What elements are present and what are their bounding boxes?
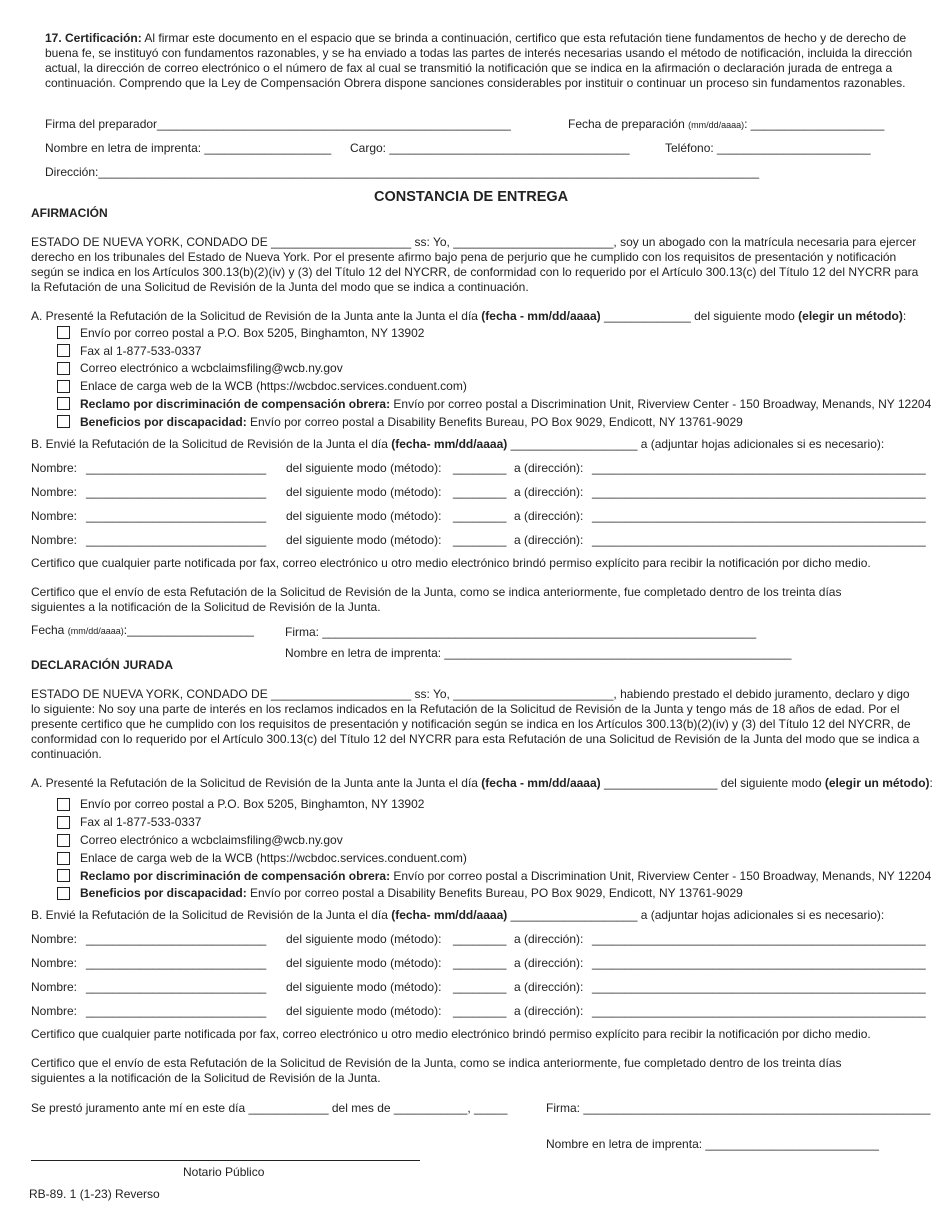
afirm-row-3-nombre-label: Nombre: [31, 509, 78, 523]
decl-method-fax-label: Fax al 1-877-533-0337 [80, 815, 202, 829]
notario-signature-line[interactable] [31, 1160, 420, 1161]
decl-row-4-nombre-field[interactable]: ___________________________ [86, 1004, 267, 1018]
afirm-row-1-nombre-label: Nombre: [31, 461, 78, 475]
afirm-row-3-dir-label: a (dirección): [514, 509, 584, 523]
decl-row-2-modo-field[interactable]: ________ [453, 956, 507, 970]
decl-method-fax-checkbox[interactable] [57, 816, 70, 829]
afirmacion-fecha-field[interactable]: Fecha (mm/dd/aaaa):___________________ [31, 623, 254, 637]
decl-row-1-modo-label: del siguiente modo (método): [286, 932, 442, 946]
decl-row-1-nombre-label: Nombre: [31, 932, 78, 946]
afirmacion-firma-field[interactable]: Firma: _________________________________________________________________ [285, 625, 757, 639]
decl-method-mail-checkbox[interactable] [57, 798, 70, 811]
declaracion-cert1: Certifico que cualquier parte notificada por fax, correo electrónico u otro medio electrónico brindó permiso explícito para recibir la notificación por dicho medio. [31, 1027, 871, 1041]
nombre-imprenta-field[interactable]: Nombre en letra de imprenta: ___________________ [45, 141, 332, 155]
decl-row-4-dir-field[interactable]: __________________________________________________ [592, 1004, 926, 1018]
decl-row-4-dir-label: a (dirección): [514, 1004, 584, 1018]
afirm-method-fax-label: Fax al 1-877-533-0337 [80, 344, 202, 358]
fecha-preparacion-line: : ____________________ [744, 117, 885, 131]
afirm-row-3-dir-field[interactable]: __________________________________________________ [592, 509, 926, 523]
afirm-row-3-nombre-field[interactable]: ___________________________ [86, 509, 267, 523]
afirm-method-mail-label: Envío por correo postal a P.O. Box 5205, Binghamton, NY 13902 [80, 326, 425, 340]
declaracion-estado-paragraph: ESTADO DE NUEVA YORK, CONDADO DE _____________________ ss: Yo, ________________________, habiendo prestado el debido juramento, declaro y digo lo siguiente: No soy una parte de interés en los reclamos indicados en la Refutación de la Solicitud de Revisión de la Junta y tengo más de 18 años de edad. Por el presente certifico que he cumplido con los requisitos de presentación y notificación según se indica en los Artículos 300.13(b)(2)(iv) y (3) del Título 12 del NYCRR, de conformidad con lo requerido por el Artículo 300.13(c) del Título 12 del NYCRR para esta Refutación de una Solicitud de Revisión de la Junta del modo que se indica a continuación. [31, 687, 920, 761]
certificacion-text: Al firmar este documento en el espacio que se brinda a continuación, certifico que esta refutación tiene fundamentos de hecho y de derecho de buena fe, se instituyó con fundamentos razonables, y se ha enviado a todas las partes de interés necesarias usando el método de notificación, incluida la dirección actual, la dirección de correo electrónico o el número de fax al cual se transmitió la notificación que se indica en la afirmación o declaración jurada de entrega a continuación. Comprendo que la Ley de Compensación Obrera dispone sanciones considerables por instituir o continuar un proceso sin fundamentos razonables. [45, 31, 913, 90]
form-footer: RB-89. 1 (1-23) Reverso [29, 1187, 160, 1201]
afirm-method-discrimination-checkbox[interactable] [57, 397, 70, 410]
declaracion-a-line: A. Presenté la Refutación de la Solicitud de Revisión de la Junta ante la Junta el día (fecha - mm/dd/aaaa) _________________ del siguiente modo (elegir un método): [31, 776, 933, 790]
afirm-row-1-modo-label: del siguiente modo (método): [286, 461, 442, 475]
afirm-row-2-nombre-label: Nombre: [31, 485, 78, 499]
afirm-row-2-modo-field[interactable]: ________ [453, 485, 507, 499]
afirm-method-mail-checkbox[interactable] [57, 326, 70, 339]
afirm-row-4-nombre-field[interactable]: ___________________________ [86, 533, 267, 547]
afirm-row-4-modo-label: del siguiente modo (método): [286, 533, 442, 547]
afirmacion-cert2: Certifico que el envío de esta Refutación de la Solicitud de Revisión de la Junta, como se indica anteriormente, fue completado dentro de los treinta días siguientes a la notificación de la Solicitud de Revisión de la Junta. [31, 585, 842, 614]
afirm-row-1-dir-field[interactable]: __________________________________________________ [592, 461, 926, 475]
afirm-method-web-label: Enlace de carga web de la WCB (https://wcbdoc.services.conduent.com) [80, 379, 467, 393]
juramento-field[interactable]: Se prestó juramento ante mí en este día ____________ del mes de ___________, _____ [31, 1101, 508, 1115]
declaracion-firma-field[interactable]: Firma: ____________________________________________________ [546, 1101, 931, 1115]
afirm-method-email-checkbox[interactable] [57, 362, 70, 375]
afirm-method-web-checkbox[interactable] [57, 380, 70, 393]
declaracion-heading: DECLARACIÓN JURADA [31, 658, 174, 672]
telefono-field[interactable]: Teléfono: _______________________ [665, 141, 871, 155]
afirm-row-2-dir-field[interactable]: __________________________________________________ [592, 485, 926, 499]
afirmacion-a-line: A. Presenté la Refutación de la Solicitud de Revisión de la Junta ante la Junta el día (fecha - mm/dd/aaaa) _____________ del siguiente modo (elegir un método): [31, 309, 907, 323]
decl-method-email-label: Correo electrónico a wcbclaimsfiling@wcb.ny.gov [80, 833, 343, 847]
decl-row-3-nombre-label: Nombre: [31, 980, 78, 994]
afirm-row-4-dir-label: a (dirección): [514, 533, 584, 547]
afirm-method-disability-label: Beneficios por discapacidad: Envío por correo postal a Disability Benefits Bureau, PO Box 9029, Endicott, NY 13761-9029 [80, 415, 743, 429]
notario-label: Notario Público [183, 1165, 265, 1179]
decl-row-2-dir-label: a (dirección): [514, 956, 584, 970]
afirmacion-heading: AFIRMACIÓN [31, 206, 108, 220]
decl-method-discrimination-checkbox[interactable] [57, 869, 70, 882]
declaracion-nombre-field[interactable]: Nombre en letra de imprenta: __________________________ [546, 1137, 879, 1151]
afirmacion-nombre-field[interactable]: Nombre en letra de imprenta: ____________________________________________________ [285, 646, 792, 660]
decl-row-2-dir-field[interactable]: __________________________________________________ [592, 956, 926, 970]
decl-row-2-modo-label: del siguiente modo (método): [286, 956, 442, 970]
afirm-row-4-dir-field[interactable]: __________________________________________________ [592, 533, 926, 547]
decl-row-2-nombre-label: Nombre: [31, 956, 78, 970]
decl-method-discrimination-label: Reclamo por discriminación de compensación obrera: Envío por correo postal a Discrimination Unit, Riverview Center - 150 Broadway, Menands, NY 12204 [80, 869, 932, 883]
decl-row-1-dir-field[interactable]: __________________________________________________ [592, 932, 926, 946]
afirm-row-2-nombre-field[interactable]: ___________________________ [86, 485, 267, 499]
afirmacion-estado-paragraph: ESTADO DE NUEVA YORK, CONDADO DE _____________________ ss: Yo, ________________________, soy un abogado con la matrícula necesaria para ejercer derecho en los tribunales del Estado de Nueva York. Por el presente afirmo bajo pena de perjurio que he cumplido con los requisitos de presentación y notificación según se indica en los Artículos 300.13(b)(2)(iv) y (3) del Título 12 del NYCRR, de conformidad con lo requerido por el Artículo 300.13(c) del Título 12 del NYCRR para la Refutación de una Solicitud de Revisión de la Junta del modo que se indica a continuación. [31, 235, 919, 294]
decl-method-web-checkbox[interactable] [57, 852, 70, 865]
cargo-field[interactable]: Cargo: ____________________________________ [350, 141, 630, 155]
afirm-row-1-nombre-field[interactable]: ___________________________ [86, 461, 267, 475]
certificacion-paragraph [45, 31, 913, 91]
decl-method-web-label: Enlace de carga web de la WCB (https://wcbdoc.services.conduent.com) [80, 851, 467, 865]
decl-row-1-modo-field[interactable]: ________ [453, 932, 507, 946]
decl-row-4-modo-field[interactable]: ________ [453, 1004, 507, 1018]
decl-method-email-checkbox[interactable] [57, 834, 70, 847]
decl-row-3-nombre-field[interactable]: ___________________________ [86, 980, 267, 994]
afirmacion-b-line: B. Envié la Refutación de la Solicitud de Revisión de la Junta el día (fecha- mm/dd/aaaa) ___________________ a (adjuntar hojas adicionales si es necesario): [31, 437, 885, 451]
decl-method-disability-checkbox[interactable] [57, 887, 70, 900]
afirmacion-cert1: Certifico que cualquier parte notificada por fax, correo electrónico u otro medio electrónico brindó permiso explícito para recibir la notificación por dicho medio. [31, 556, 871, 570]
fecha-preparacion-field[interactable] [568, 117, 884, 133]
decl-method-disability-label: Beneficios por discapacidad: Envío por correo postal a Disability Benefits Bureau, PO Box 9029, Endicott, NY 13761-9029 [80, 886, 743, 900]
decl-method-mail-label: Envío por correo postal a P.O. Box 5205, Binghamton, NY 13902 [80, 797, 425, 811]
afirm-method-disability-checkbox[interactable] [57, 415, 70, 428]
decl-row-1-dir-label: a (dirección): [514, 932, 584, 946]
decl-row-3-dir-label: a (dirección): [514, 980, 584, 994]
fecha-format-hint: (mm/dd/aaaa) [688, 120, 745, 130]
afirm-row-4-modo-field[interactable]: ________ [453, 533, 507, 547]
afirm-method-discrimination-label: Reclamo por discriminación de compensación obrera: Envío por correo postal a Discrimination Unit, Riverview Center - 150 Broadway, Menands, NY 12204 [80, 397, 932, 411]
decl-row-2-nombre-field[interactable]: ___________________________ [86, 956, 267, 970]
afirm-row-2-dir-label: a (dirección): [514, 485, 584, 499]
decl-row-3-modo-label: del siguiente modo (método): [286, 980, 442, 994]
afirm-method-fax-checkbox[interactable] [57, 344, 70, 357]
afirm-method-email-label: Correo electrónico a wcbclaimsfiling@wcb.ny.gov [80, 361, 343, 375]
decl-row-4-modo-label: del siguiente modo (método): [286, 1004, 442, 1018]
afirm-row-3-modo-label: del siguiente modo (método): [286, 509, 442, 523]
afirm-row-2-modo-label: del siguiente modo (método): [286, 485, 442, 499]
direccion-field[interactable]: Dirección:___________________________________________________________________________________________________ [45, 165, 760, 179]
decl-row-1-nombre-field[interactable]: ___________________________ [86, 932, 267, 946]
afirm-row-4-nombre-label: Nombre: [31, 533, 78, 547]
declaracion-cert2: Certifico que el envío de esta Refutación de la Solicitud de Revisión de la Junta, como se indica anteriormente, fue completado dentro de los treinta días siguientes a la notificación de la Solicitud de Revisión de la Junta. [31, 1056, 842, 1085]
afirm-row-1-dir-label: a (dirección): [514, 461, 584, 475]
constancia-title: CONSTANCIA DE ENTREGA [374, 189, 569, 205]
certificacion-label: 17. Certificación: [45, 31, 142, 45]
fecha-preparacion-label: Fecha de preparación [568, 117, 685, 131]
afirm-row-3-modo-field[interactable]: ________ [453, 509, 507, 523]
firma-preparador-field[interactable]: Firma del preparador_____________________________________________________ [45, 117, 511, 131]
decl-row-3-dir-field[interactable]: __________________________________________________ [592, 980, 926, 994]
declaracion-b-line: B. Envié la Refutación de la Solicitud de Revisión de la Junta el día (fecha- mm/dd/aaaa) ___________________ a (adjuntar hojas adicionales si es necesario): [31, 908, 885, 922]
decl-row-3-modo-field[interactable]: ________ [453, 980, 507, 994]
afirm-row-1-modo-field[interactable]: ________ [453, 461, 507, 475]
decl-row-4-nombre-label: Nombre: [31, 1004, 78, 1018]
